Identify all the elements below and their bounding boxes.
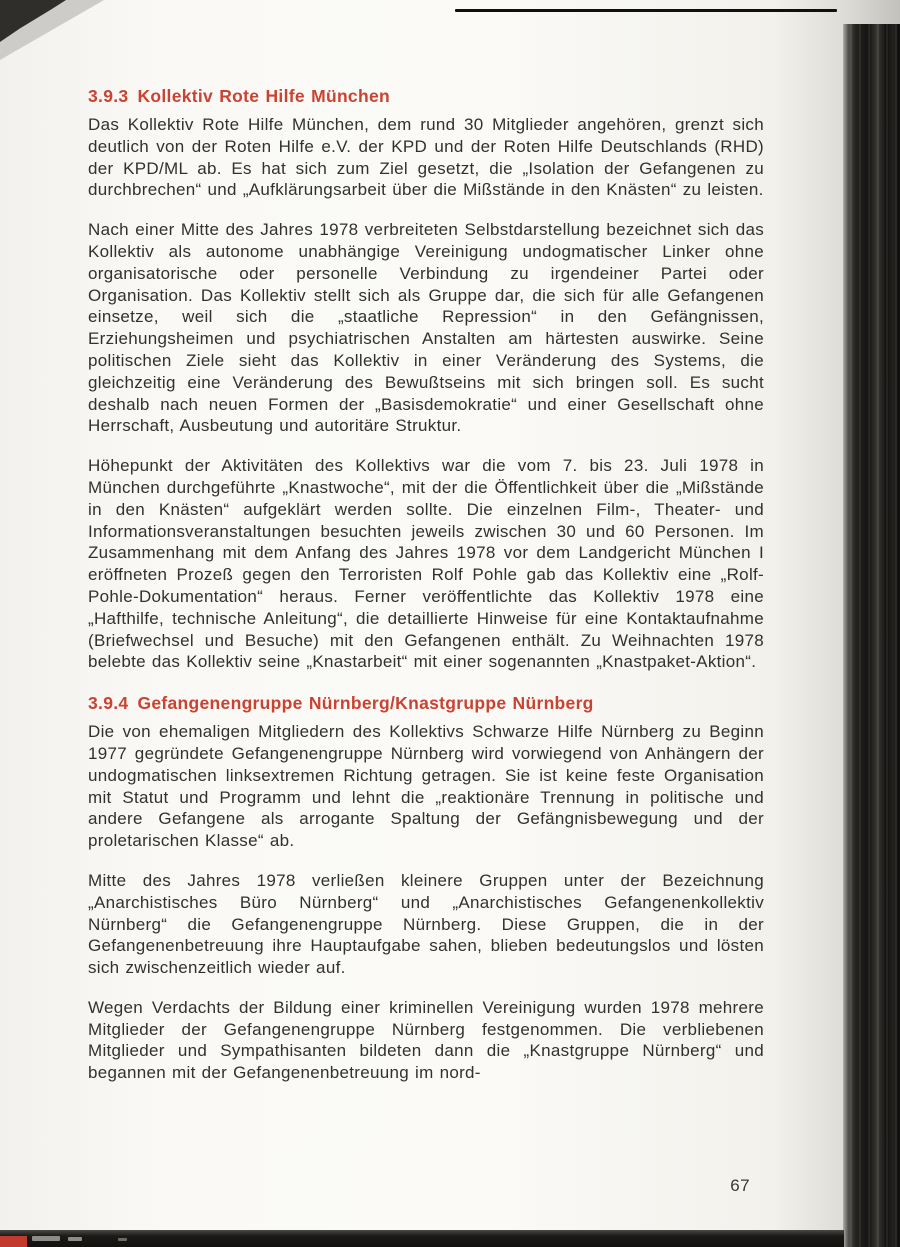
section-title: Gefangenengruppe Nürnberg/Knastgruppe Nürnberg xyxy=(137,693,594,714)
section-number: 3.9.4 xyxy=(88,693,129,714)
paragraph: Das Kollektiv Rote Hilfe München, dem rund 30 Mitglieder angehören, grenzt sich deutlich von der Roten Hilfe e.V. der KPD und der Roten Hilfe Deutschlands (RHD) der KPD/ML ab. Es hat sich zum Ziel gesetzt, die „Isolation der Gefangenen zu durchbrechen“ und „Aufklärungsarbeit über die Mißstände in den Knästen“ zu leisten. xyxy=(88,115,764,200)
page-text xyxy=(88,84,764,1102)
bottom-scan-bar xyxy=(0,1230,844,1247)
scan-dash-artifact xyxy=(68,1237,82,1241)
paragraph: Die von ehemaligen Mitgliedern des Kollektivs Schwarze Hilfe Nürnberg zu Beginn 1977 gegründete Gefangenengruppe Nürnberg wird vorwiegend von Anhängern der undogmatischen linksextremen Richtung getragen. Sie ist keine feste Organisation mit Statut und Programm und lehnt die „reaktionäre Trennung in politische und andere Gefangene als arrogante Spaltung der Gefängnisbewegung und der proletarischen Klasse“ ab. xyxy=(88,722,764,851)
paragraph: Wegen Verdachts der Bildung einer kriminellen Vereinigung wurden 1978 mehrere Mitglieder der Gefangenengruppe Nürnberg festgenommen. Die verbliebenen Mitglieder und Sympathisanten bildeten dann die „Knastgruppe Nürnberg“ und begannen mit der Gefangenenbetreuung im nord- xyxy=(88,997,764,1083)
section-number: 3.9.3 xyxy=(88,86,129,106)
paragraph: Nach einer Mitte des Jahres 1978 verbreiteten Selbstdarstellung bezeichnet sich das Kollektiv als autonome unabhängige Vereinigung undogmatischer Linker ohne organisatorische oder personelle Verbindung zu irgendeiner Partei oder Organisation. Das Kollektiv stellt sich als Gruppe dar, die sich für alle Gefangenen einsetze, weil sich die „staatliche Repression“ in den Gefängnissen, Erziehungsheimen und psychiatrischen Anstalten am härtesten auswirke. Seine politischen Ziele sieht das Kollektiv in einer Veränderung des Systems, die gleichzeitig eine Veränderung des Bewußtseins mit sich bringen soll. Es sucht deshalb nach neuen Formen der „Basisdemokratie“ und einer Gesellschaft ohne Herrschaft, Ausbeutung und autoritäre Struktur. xyxy=(88,220,764,436)
book-edge xyxy=(843,24,900,1247)
scan-top-rule xyxy=(455,9,837,12)
page-number: 67 xyxy=(730,1176,750,1195)
section-title: Kollektiv Rote Hilfe München xyxy=(137,86,390,106)
section-heading-3-9-3 xyxy=(88,84,764,108)
scan-dash-artifact xyxy=(32,1236,60,1241)
section-heading-3-9-4 xyxy=(88,691,764,715)
red-corner-mark xyxy=(0,1236,27,1247)
paragraph: Höhepunkt der Aktivitäten des Kollektivs war die vom 7. bis 23. Juli 1978 in München durchgeführte „Knastwoche“, mit der die Öffentlichkeit über die „Mißstände in den Knästen“ aufgeklärt werden sollte. Die einzelnen Film-, Theater- und Informationsveranstaltungen besuchten jeweils zwischen 30 und 60 Personen. Im Zusammenhang mit dem Anfang des Jahres 1978 vor dem Landgericht München I eröffneten Prozeß gegen den Terroristen Rolf Pohle gab das Kollektiv eine „Rolf-Pohle-Dokumentation“ heraus. Ferner veröffentlichte das Kollektiv 1978 eine „Hafthilfe, technische Anleitung“, die detaillierte Hinweise für eine Kontaktaufnahme (Briefwechsel und Besuche) mit den Gefangenen enthält. Zu Weihnachten 1978 belebte das Kollektiv seine „Knastarbeit“ mit einer sogenannten „Knastpaket-Aktion“. xyxy=(88,456,764,672)
scan-dash-artifact xyxy=(118,1238,127,1241)
section-kollektiv-rote-hilfe-muenchen xyxy=(88,84,764,673)
paragraph: Mitte des Jahres 1978 verließen kleinere Gruppen unter der Bezeichnung „Anarchistisches Büro Nürnberg“ und „Anarchistisches Gefangenenkollektiv Nürnberg“ die Gefangenengruppe Nürnberg. Diese Gruppen, die in der Gefangenenbetreuung ihre Hauptaufgabe sahen, blieben bedeutungslos und lösten sich zwischenzeitlich wieder auf. xyxy=(88,870,764,978)
section-gefangenengruppe-nuernberg xyxy=(88,691,764,1084)
